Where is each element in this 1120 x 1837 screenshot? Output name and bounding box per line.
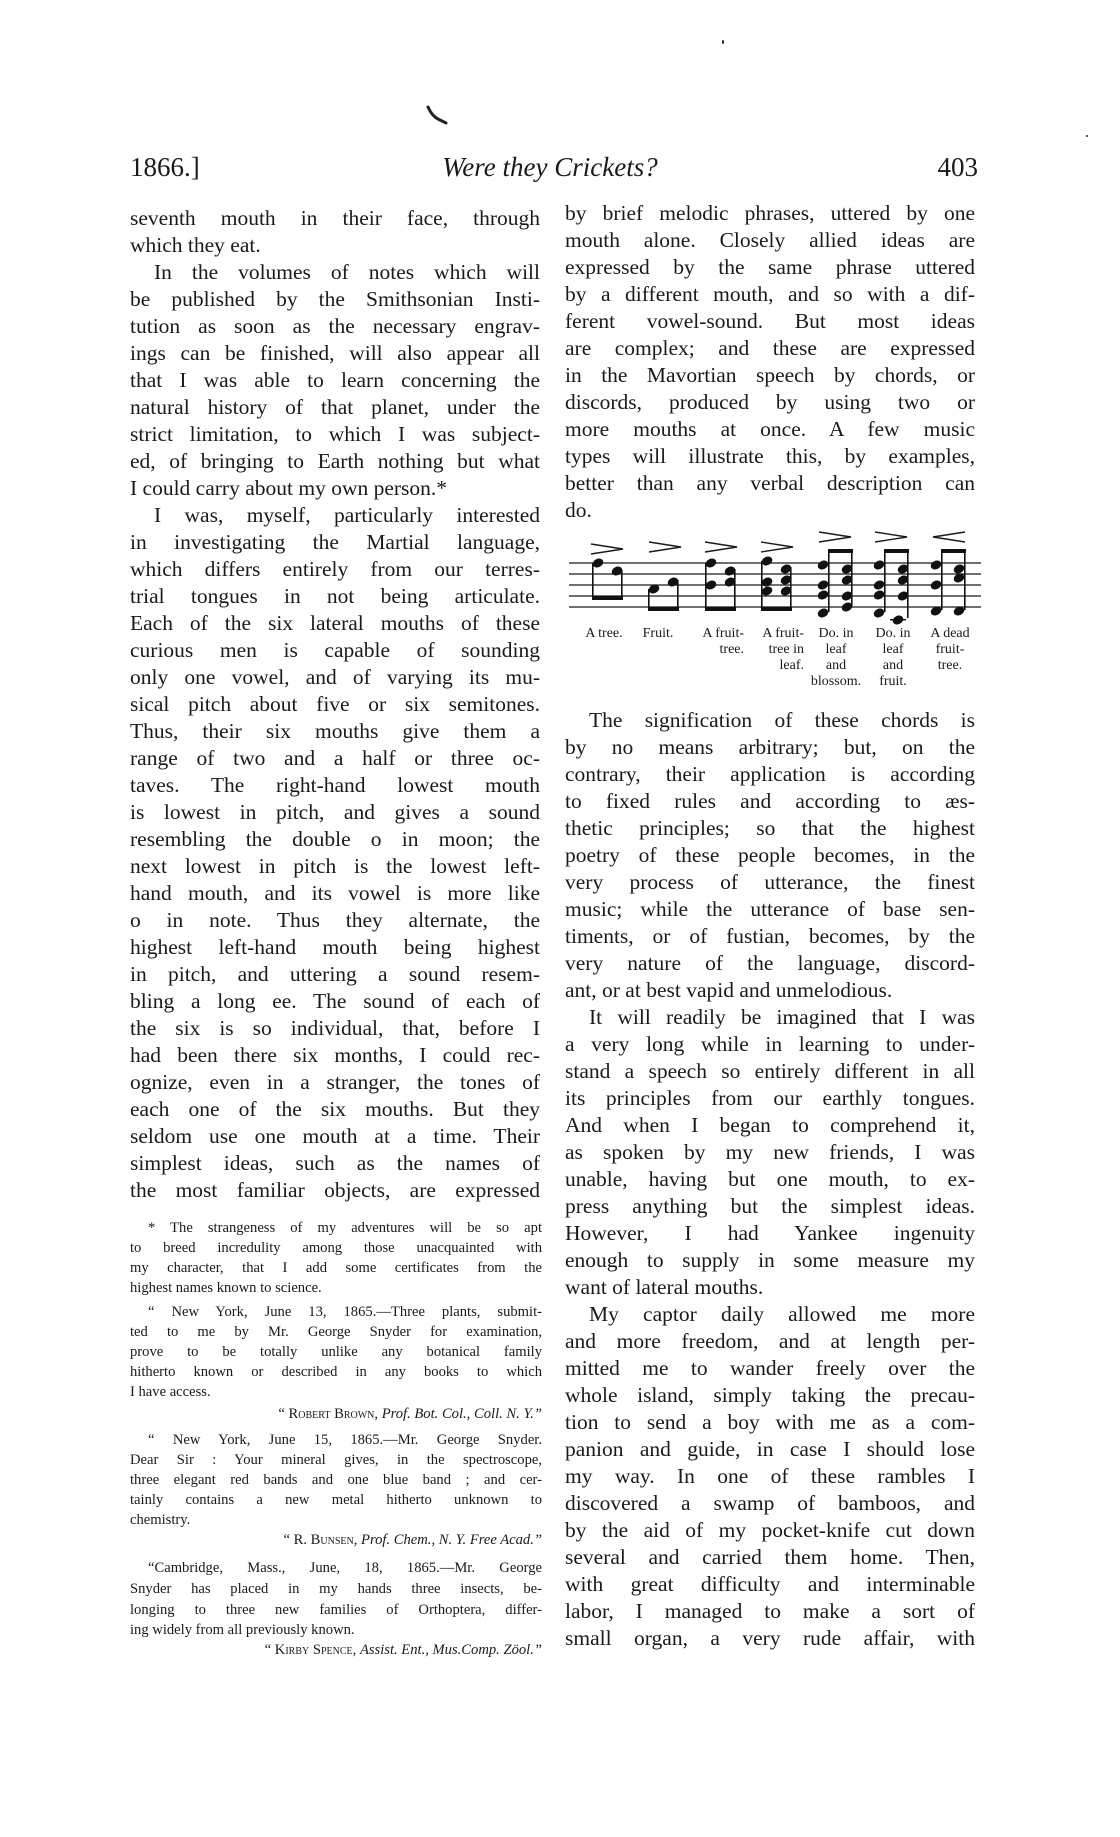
text-line: by no means arbitrary; but, on the: [565, 735, 975, 759]
footnote-line: hitherto known or described in any books to which: [130, 1364, 542, 1380]
text-line: in the Mavortian speech by chords, or: [565, 363, 975, 387]
chord-caption: Fruit.: [642, 626, 674, 641]
text-line: ant, or at best vapid and unmelodious.: [565, 978, 893, 1002]
scan-speck: [1086, 135, 1088, 137]
running-head-date: 1866.]: [130, 152, 200, 182]
text-line: seldom use one mouth at a time. Their: [130, 1124, 540, 1148]
footnote-line: “ New York, June 15, 1865.—Mr. George Snyder.: [148, 1432, 542, 1448]
footnote-line: my character, that I add some certificates from the: [130, 1260, 542, 1276]
text-line: discords, produced by using two or: [565, 390, 975, 414]
text-line: very nature of the language, discord-: [565, 951, 975, 975]
text-line: by the aid of my pocket-knife cut down: [565, 1518, 975, 1542]
text-line: simplest ideas, such as the names of: [130, 1151, 540, 1175]
text-line: by brief melodic phrases, uttered by one: [565, 201, 975, 225]
footnote-line: “Cambridge, Mass., June, 18, 1865.—Mr. George: [148, 1560, 542, 1576]
text-line: mitted me to wander freely over the: [565, 1356, 975, 1380]
text-line: The signification of these chords is: [589, 708, 975, 732]
text-line: only one vowel, and of varying its mu-: [130, 665, 540, 689]
text-line: a very long while in learning to under-: [565, 1032, 975, 1056]
chord-caption: A dead fruit- tree.: [930, 626, 970, 673]
chord-caption: A fruit- tree.: [702, 626, 744, 657]
text-line: be published by the Smithsonian Insti-: [130, 287, 540, 311]
text-line: types will illustrate this, by examples,: [565, 444, 975, 468]
text-line: the six is so individual, that, before I: [130, 1016, 540, 1040]
text-line: panion and guide, in case I should lose: [565, 1437, 975, 1461]
footnote-line: three elegant red bands and one blue band ; and cer-: [130, 1472, 542, 1488]
text-line: range of two and a half or three oc-: [130, 746, 540, 770]
text-line: labor, I managed to make a sort of: [565, 1599, 975, 1623]
chord-caption: A tree.: [585, 626, 623, 641]
text-line: very process of utterance, the finest: [565, 870, 975, 894]
footnote-line: longing to three new families of Orthoptera, differ-: [130, 1602, 542, 1618]
text-line: It will readily be imagined that I was: [589, 1005, 975, 1029]
footnote-line: * The strangeness of my adventures will be so apt: [148, 1220, 542, 1236]
text-line: Thus, their six mouths give them a: [130, 719, 540, 743]
text-line: next lowest in pitch is the lowest left-: [130, 854, 540, 878]
footnote-line: Dear Sir : Your mineral gives, in the spectroscope,: [130, 1452, 542, 1468]
text-line: timents, or of fustian, becomes, by the: [565, 924, 975, 948]
text-line: I was, myself, particularly interested: [154, 503, 540, 527]
signatory-title: Assist. Ent., Mus.Comp. Zöol.”: [359, 1642, 542, 1658]
text-line: Each of the six lateral mouths of these: [130, 611, 540, 635]
chord-caption: A fruit- tree in leaf.: [762, 626, 804, 673]
certificate-signature-brown: [130, 1404, 542, 1424]
text-line: want of lateral mouths.: [565, 1275, 764, 1299]
text-line: My captor daily allowed me more: [589, 1302, 975, 1326]
text-line: seventh mouth in their face, through: [130, 206, 540, 230]
footnote-line: to breed incredulity among those unacquainted with: [130, 1240, 542, 1256]
text-line: do.: [565, 498, 592, 522]
text-line: by a different mouth, and so with a dif-: [565, 282, 975, 306]
text-line: which they eat.: [130, 233, 261, 257]
text-line: mouth alone. Closely allied ideas are: [565, 228, 975, 252]
chord-caption: Do. in leaf and fruit.: [875, 626, 911, 689]
text-line: thetic principles; so that the highest: [565, 816, 975, 840]
text-line: stand a speech so entirely different in all: [565, 1059, 975, 1083]
text-line: And when I began to comprehend it,: [565, 1113, 975, 1137]
footnote-line: Snyder has placed in my hands three insects, be-: [130, 1581, 542, 1597]
text-line: resembling the double o in moon; the: [130, 827, 540, 851]
text-line: its principles from our earthly tongues.: [565, 1086, 975, 1110]
footnote-line: highest names known to science.: [130, 1280, 322, 1296]
text-line: trial tongues in not being articulate.: [130, 584, 540, 608]
text-line: natural history of that planet, under the: [130, 395, 540, 419]
text-line: with great difficulty and interminable: [565, 1572, 975, 1596]
text-line: which differs entirely from our terres-: [130, 557, 540, 581]
text-line: unable, having but one mouth, to ex-: [565, 1167, 975, 1191]
text-line: ferent vowel-sound. But most ideas: [565, 309, 975, 333]
text-line: better than any verbal description can: [565, 471, 975, 495]
footnote-line: chemistry.: [130, 1512, 191, 1528]
text-line: music; while the utterance of base sen-: [565, 897, 975, 921]
text-line: ognize, even in a stranger, the tones of: [130, 1070, 540, 1094]
scan-mark-icon: [426, 104, 450, 126]
text-line: in pitch, and uttering a sound resem-: [130, 962, 540, 986]
text-line: taves. The right-hand lowest mouth: [130, 773, 540, 797]
text-line: small organ, a very rude affair, with: [565, 1626, 975, 1650]
text-line: the most familiar objects, are expressed: [130, 1178, 540, 1202]
musical-staff-notation-icon: [565, 525, 985, 625]
text-line: that I was able to learn concerning the: [130, 368, 540, 392]
text-line: I could carry about my own person.*: [130, 476, 448, 500]
chord-caption: Do. in leaf and blossom.: [810, 626, 862, 689]
footnote-line: I have access.: [130, 1384, 211, 1400]
text-line: in investigating the Martial language,: [130, 530, 540, 554]
text-line: strict limitation, to which I was subject-: [130, 422, 540, 446]
signatory-name: “ Robert Brown,: [278, 1406, 379, 1422]
signatory-name: “ Kirby Spence,: [264, 1642, 357, 1658]
text-line: are complex; and these are expressed: [565, 336, 975, 360]
text-line: ings can be finished, will also appear all: [130, 341, 540, 365]
scan-speck: [722, 40, 724, 44]
certificate-signature-spence: [130, 1640, 542, 1660]
text-line: contrary, their application is according: [565, 762, 975, 786]
text-line: whole island, simply taking the precau-: [565, 1383, 975, 1407]
text-line: is lowest in pitch, and gives a sound: [130, 800, 540, 824]
text-line: tion to send a boy with me as a com-: [565, 1410, 975, 1434]
text-line: discovered a swamp of bamboos, and: [565, 1491, 975, 1515]
text-line: as spoken by my new friends, I was: [565, 1140, 975, 1164]
signatory-name: “ R. Bunsen,: [283, 1532, 358, 1548]
text-line: hand mouth, and its vowel is more like: [130, 881, 540, 905]
footnote-line: tainly contains a new metal hitherto unknown to: [130, 1492, 542, 1508]
signatory-title: Prof. Chem., N. Y. Free Acad.”: [361, 1532, 542, 1548]
text-line: my way. In one of these rambles I: [565, 1464, 975, 1488]
text-line: sical pitch about five or six semitones.: [130, 692, 540, 716]
text-line: curious men is capable of sounding: [130, 638, 540, 662]
text-line: o in note. Thus they alternate, the: [130, 908, 540, 932]
text-line: had been there six months, I could rec-: [130, 1043, 540, 1067]
text-line: expressed by the same phrase uttered: [565, 255, 975, 279]
text-line: to fixed rules and according to æs-: [565, 789, 975, 813]
footnote-line: prove to be totally unlike any botanical family: [130, 1344, 542, 1360]
text-line: However, I had Yankee ingenuity: [565, 1221, 975, 1245]
page-number: 403: [937, 152, 978, 182]
signatory-title: Prof. Bot. Col., Coll. N. Y.”: [381, 1406, 542, 1422]
text-line: bling a long ee. The sound of each of: [130, 989, 540, 1013]
text-line: each one of the six mouths. But they: [130, 1097, 540, 1121]
footnote-line: ted to me by Mr. George Snyder for examination,: [130, 1324, 542, 1340]
text-line: enough to supply in some measure my: [565, 1248, 975, 1272]
text-line: poetry of these people becomes, in the: [565, 843, 975, 867]
text-line: highest left-hand mouth being highest: [130, 935, 540, 959]
footnote-line: “ New York, June 13, 1865.—Three plants, submit-: [148, 1304, 542, 1320]
text-line: ed, of bringing to Earth nothing but what: [130, 449, 540, 473]
text-line: and more freedom, and at length per-: [565, 1329, 975, 1353]
running-head-title: Were they Crickets?: [442, 152, 658, 182]
footnote-line: ing widely from all previously known.: [130, 1622, 355, 1638]
text-line: more mouths at once. A few music: [565, 417, 975, 441]
text-line: In the volumes of notes which will: [154, 260, 540, 284]
text-line: press anything but the simplest ideas.: [565, 1194, 975, 1218]
text-line: tution as soon as the necessary engrav-: [130, 314, 540, 338]
text-line: several and carried them home. Then,: [565, 1545, 975, 1569]
certificate-signature-bunsen: [130, 1530, 542, 1550]
